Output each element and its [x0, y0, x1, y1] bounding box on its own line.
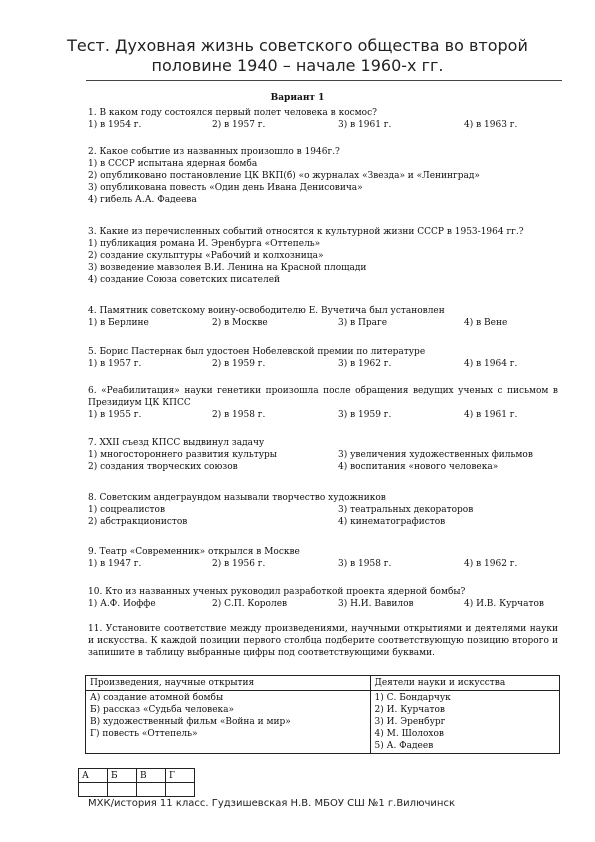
answer-options — [88, 409, 558, 421]
answer-letter-cell: Б — [108, 769, 137, 783]
question-10 — [88, 586, 558, 610]
answer-option[interactable]: 3) в 1962 г. — [338, 359, 392, 369]
answer-option[interactable]: 2) в 1959 г. — [212, 359, 266, 369]
answer-option[interactable]: 3) в 1959 г. — [338, 410, 392, 420]
answer-option[interactable]: 3) в 1961 г. — [338, 120, 392, 130]
answer-option[interactable]: 1) в 1955 г. — [88, 410, 142, 420]
match-item: А) создание атомной бомбы — [90, 693, 224, 703]
question-text: 1. В каком году состоялся первый полет человека в космос? — [88, 108, 377, 118]
answer-option[interactable]: 4) гибель А.А. Фадеева — [88, 195, 197, 205]
answer-input-cell[interactable] — [166, 783, 195, 797]
left-column-header: Произведения, научные открытия — [86, 676, 371, 691]
answer-letter-cell: В — [137, 769, 166, 783]
answer-option[interactable]: 4) И.В. Курчатов — [464, 599, 544, 609]
question-text: 11. Установите соответствие между произведениями, научными открытиями и деятелями науки и искусства. К каждой позиции первого столбца подберите соответствующую позицию второго и запишите в таблицу выбранные цифры под соответствующими буквами. — [88, 624, 558, 658]
answer-option[interactable]: 3) возведение мавзолея В.И. Ленина на Красной площади — [88, 263, 367, 273]
answer-option[interactable]: 2) опубликовано постановление ЦК ВКП(б) «о журналах «Звезда» и «Ленинград» — [88, 171, 480, 181]
answer-option[interactable]: 4) создание Союза советских писателей — [88, 275, 281, 285]
question-text: 5. Борис Пастернак был удостоен Нобелевской премии по литературе — [88, 347, 426, 357]
answer-option[interactable]: 2) в 1958 г. — [212, 410, 266, 420]
match-item: 3) И. Эренбург — [374, 717, 446, 727]
question-text: 4. Памятник советскому воину-освободителю Е. Вучетича был установлен — [88, 306, 445, 316]
question-11 — [88, 623, 558, 659]
variant-heading: Вариант 1 — [270, 93, 325, 103]
answer-option[interactable]: 4) в 1964 г. — [464, 359, 518, 369]
answer-option[interactable]: 4) в 1961 г. — [464, 410, 518, 420]
question-text: 9. Театр «Современник» открылся в Москве — [88, 547, 300, 557]
answer-option[interactable]: 2) С.П. Королев — [212, 599, 288, 609]
answer-option[interactable]: 4) в Вене — [464, 318, 508, 328]
right-column-header: Деятели науки и искусства — [370, 676, 559, 691]
answer-options — [88, 449, 558, 473]
question-text: 10. Кто из названных ученых руководил разработкой проекта ядерной бомбы? — [88, 587, 466, 597]
match-item: 5) А. Фадеев — [374, 741, 434, 751]
answer-option[interactable]: 1) публикация романа И. Эренбурга «Оттепель» — [88, 239, 321, 249]
answer-options — [88, 504, 558, 528]
answer-input-cell[interactable] — [137, 783, 166, 797]
answer-option[interactable]: 1) многостороннего развития культуры — [88, 450, 277, 460]
question-text: 8. Советским андеграундом называли творчество художников — [88, 493, 386, 503]
match-item: Г) повесть «Оттепель» — [90, 729, 198, 739]
match-item: 2) И. Курчатов — [374, 705, 446, 715]
answer-option[interactable]: 2) в 1956 г. — [212, 559, 266, 569]
answer-option[interactable]: 3) в 1958 г. — [338, 559, 392, 569]
answer-letter-cell: А — [79, 769, 108, 783]
answer-option[interactable]: 2) создания творческих союзов — [88, 462, 238, 472]
answer-options — [88, 598, 558, 610]
answer-input-cell[interactable] — [108, 783, 137, 797]
question-7 — [88, 437, 558, 473]
answer-option[interactable]: 3) театральных декораторов — [338, 505, 474, 515]
answer-table — [78, 768, 195, 797]
question-4 — [88, 305, 558, 329]
left-column — [86, 691, 371, 754]
matching-table — [85, 675, 560, 754]
right-column — [370, 691, 559, 754]
question-text: 2. Какое событие из названных произошло в 1946г.? — [88, 147, 340, 157]
answer-option[interactable]: 3) Н.И. Вавилов — [338, 599, 414, 609]
answer-option[interactable]: 4) в 1963 г. — [464, 120, 518, 130]
question-2 — [88, 146, 558, 206]
answer-letter-cell: Г — [166, 769, 195, 783]
question-text: 7. XXII съезд КПСС выдвинул задачу — [88, 438, 265, 448]
answer-option[interactable]: 3) в Праге — [338, 318, 388, 328]
match-item: В) художественный фильм «Война и мир» — [90, 717, 291, 727]
title-divider — [86, 80, 562, 81]
answer-option[interactable]: 2) в 1957 г. — [212, 120, 266, 130]
answer-option[interactable]: 2) абстракционистов — [88, 517, 188, 527]
answer-option[interactable]: 1) в 1957 г. — [88, 359, 142, 369]
answer-input-cell[interactable] — [79, 783, 108, 797]
answer-option[interactable]: 4) кинематографистов — [338, 517, 446, 527]
question-text: 6. «Реабилитация» науки генетики произошла после обращения ведущих ученых с письмом в Президиум ЦК КПСС — [88, 386, 558, 408]
question-8 — [88, 492, 558, 528]
answer-option[interactable]: 3) увеличения художественных фильмов — [338, 450, 533, 460]
question-6 — [88, 385, 558, 421]
answer-option[interactable]: 1) в СССР испытана ядерная бомба — [88, 159, 258, 169]
answer-option[interactable]: 1) в Берлине — [88, 318, 149, 328]
answer-option[interactable]: 1) в 1954 г. — [88, 120, 142, 130]
question-text: 3. Какие из перечисленных событий относятся к культурной жизни СССР в 1953-1964 гг.? — [88, 227, 524, 237]
question-9 — [88, 546, 558, 570]
question-3 — [88, 226, 558, 286]
match-item: 1) С. Бондарчук — [374, 693, 451, 703]
match-item: 4) М. Шолохов — [374, 729, 444, 739]
answer-options — [88, 558, 558, 570]
answer-options — [88, 119, 558, 131]
match-item: Б) рассказ «Судьба человека» — [90, 705, 235, 715]
page-title: Тест. Духовная жизнь советского общества во второй половине 1940 – начале 1960-х гг. — [67, 36, 528, 75]
answer-option[interactable]: 1) в 1947 г. — [88, 559, 142, 569]
answer-option[interactable]: 4) в 1962 г. — [464, 559, 518, 569]
answer-options — [88, 358, 558, 370]
answer-option[interactable]: 1) соцреалистов — [88, 505, 166, 515]
question-5 — [88, 346, 558, 370]
answer-option[interactable]: 2) создание скульптуры «Рабочий и колхозница» — [88, 251, 324, 261]
page-footer: МХК/история 11 класс. Гудзишевская Н.В. МБОУ СШ №1 г.Вилючинск — [88, 798, 455, 809]
question-1 — [88, 107, 558, 131]
answer-option[interactable]: 2) в Москве — [212, 318, 268, 328]
answer-option[interactable]: 1) А.Ф. Иоффе — [88, 599, 156, 609]
answer-option[interactable]: 4) воспитания «нового человека» — [338, 462, 499, 472]
answer-options — [88, 317, 558, 329]
answer-option[interactable]: 3) опубликована повесть «Один день Ивана Денисовича» — [88, 183, 363, 193]
